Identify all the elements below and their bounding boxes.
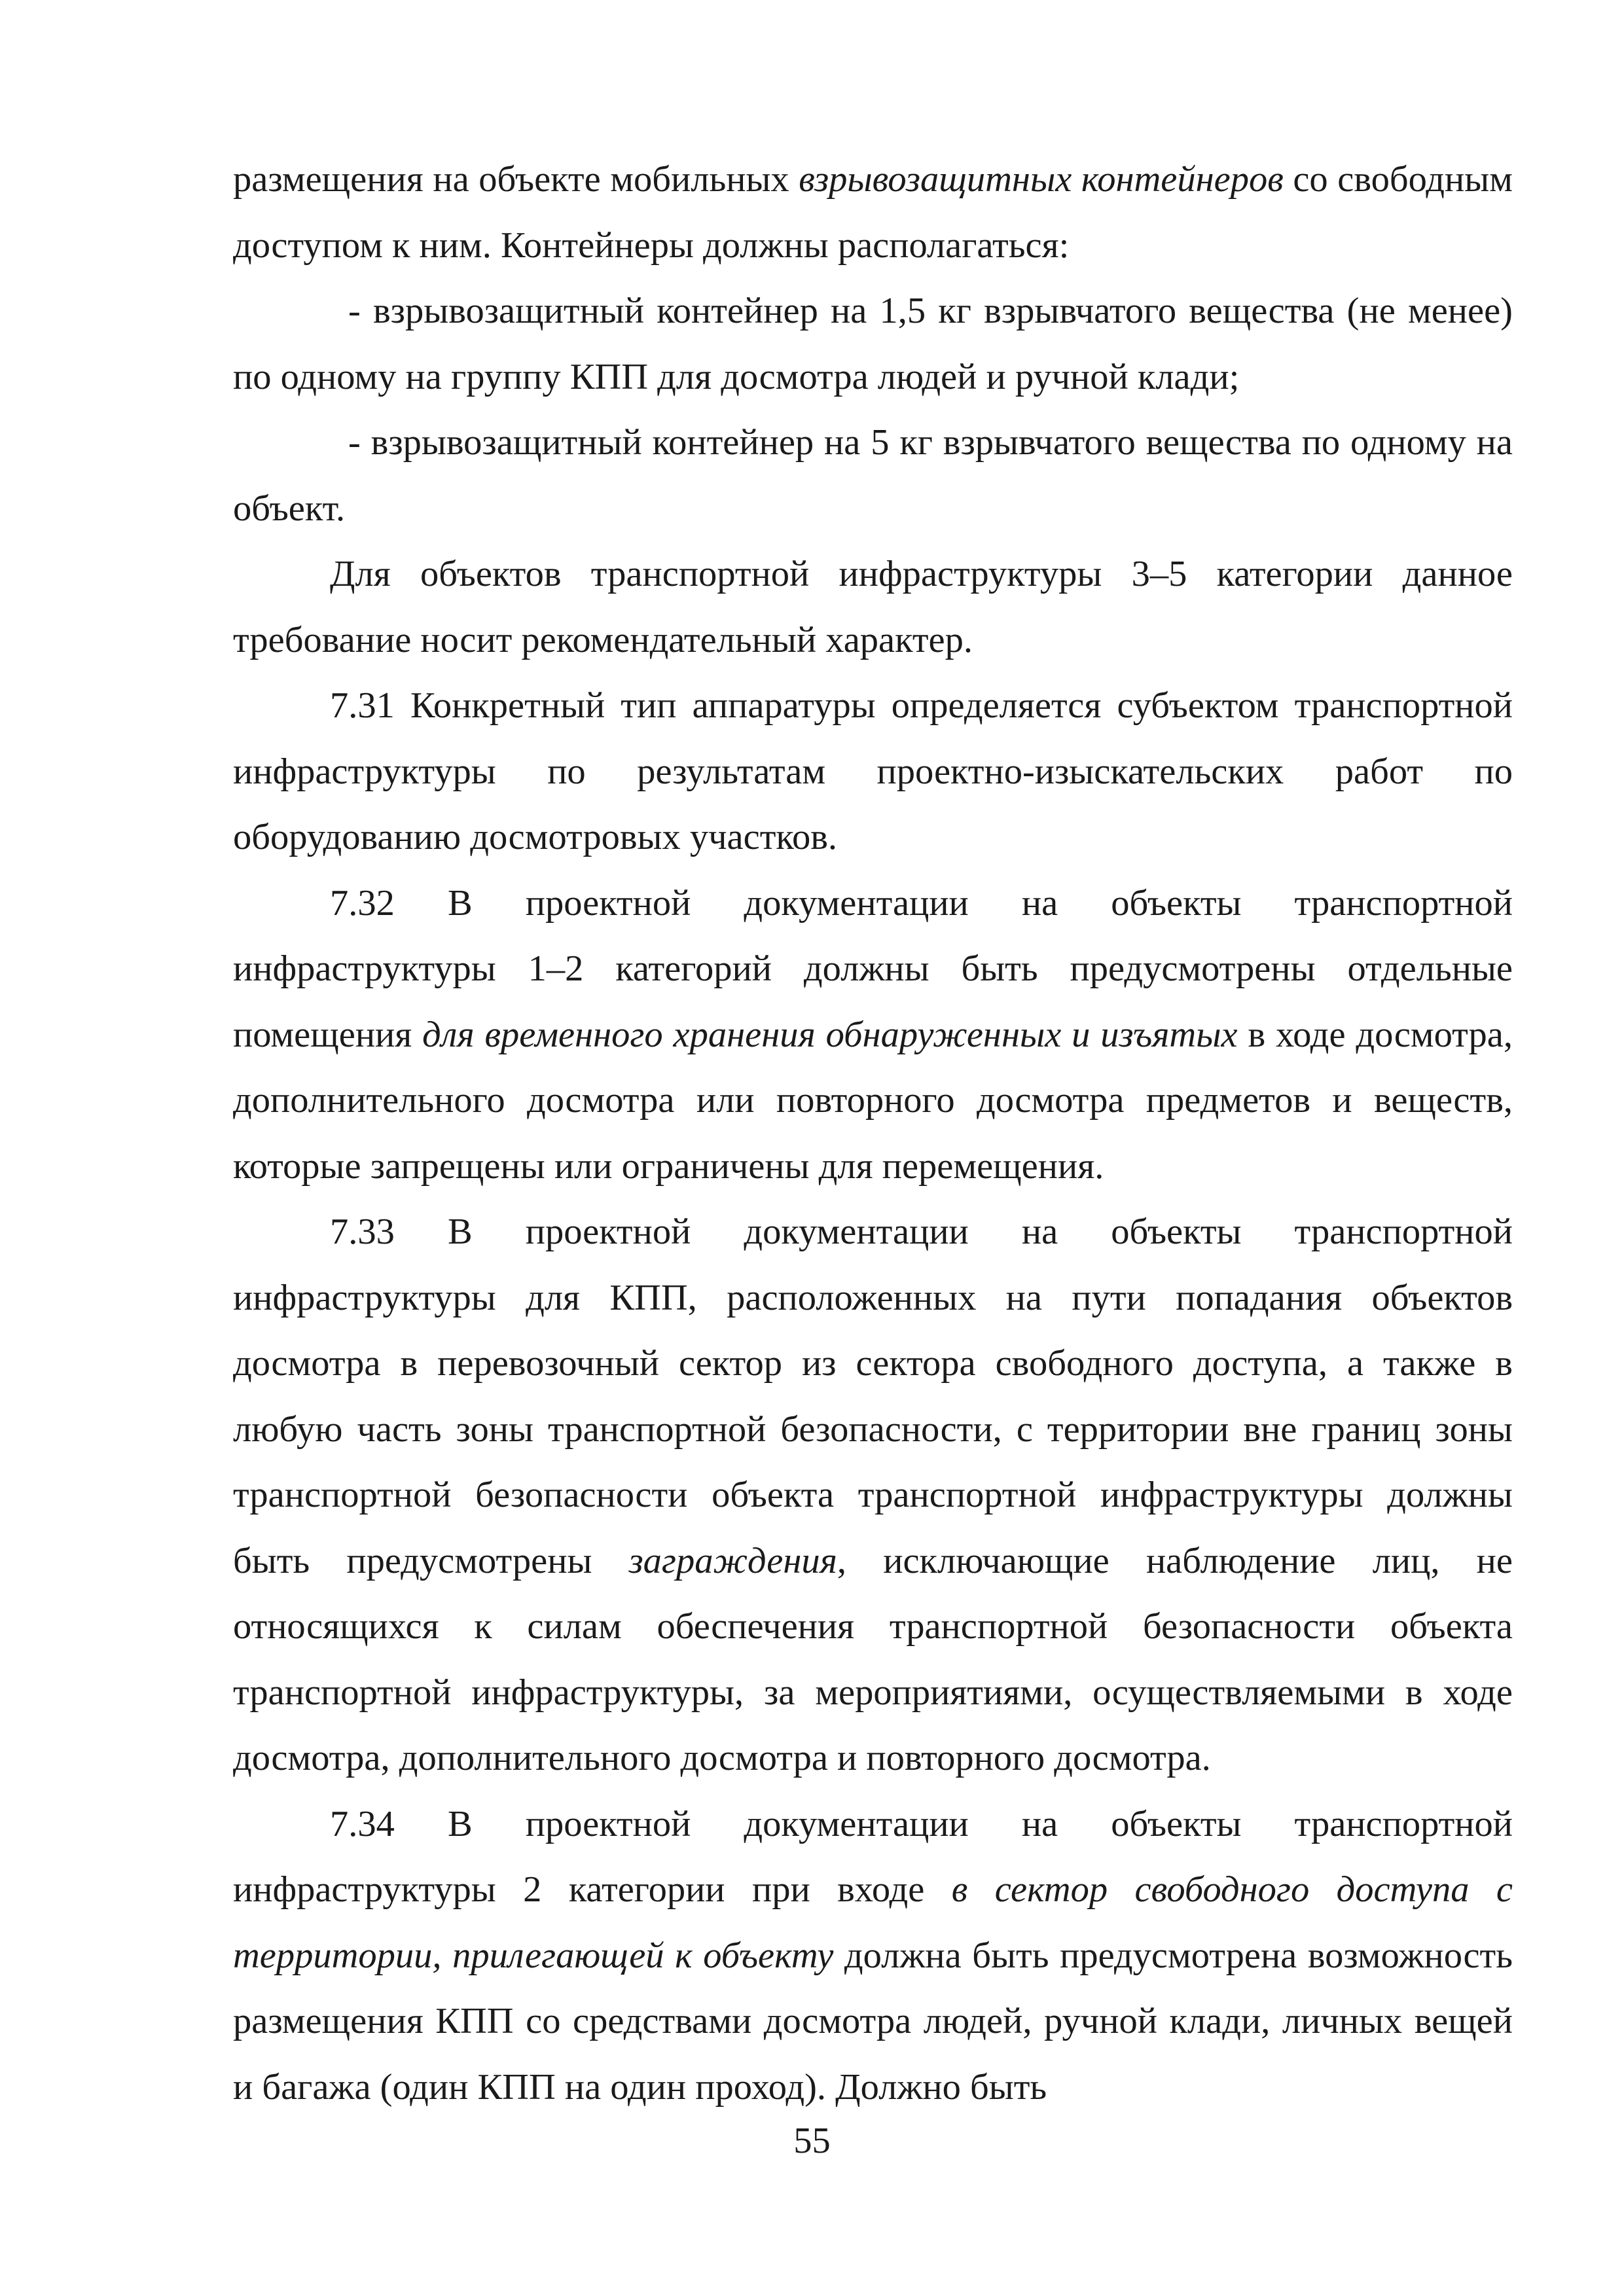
- clause-number: 7.33: [330, 1211, 395, 1252]
- italic-term: заграждения: [628, 1540, 837, 1581]
- paragraph-categories-3-5: Для объектов транспортной инфраструктуры 3–5 категории данное требование носит рекомендательный характер.: [233, 554, 1513, 660]
- page-number: 55: [793, 2121, 831, 2161]
- paragraph-7-31: [233, 673, 1513, 870]
- text-span: со свободным доступом к ним. Контейнеры должны располагаться:: [233, 159, 1513, 266]
- text-span: В проектной документации на объекты транспортной инфраструктуры для КПП, расположенных на пути попадания объектов досмотра в перевозочный сектор из сектора свободного доступа, а также в любую часть зоны транспортной безопасности, с территории вне границ зоны транспортной безопасности объекта транспортной инфраструктуры должны быть предусмотрены: [233, 1211, 1513, 1581]
- text-span: В проектной документации на объекты транспортной инфраструктуры 1–2 категорий должны быть предусмотрены отдельные помещения: [233, 882, 1513, 1055]
- paragraph-7-32: [233, 870, 1513, 1200]
- italic-term: для временного хранения обнаруженных и изъятых: [422, 1014, 1238, 1055]
- paragraph-7-33: [233, 1199, 1513, 1791]
- clause-number: 7.34: [330, 1803, 395, 1844]
- text-span: В проектной документации на объекты транспортной инфраструктуры 2 категории при входе: [233, 1803, 1513, 1910]
- list-item-container-1-5kg: - взрывозащитный контейнер на 1,5 кг взрывчатого вещества (не менее) по одному на группу КПП для досмотра людей и ручной клади;: [233, 291, 1513, 397]
- text-span: Конкретный тип аппаратуры определяется субъектом транспортной инфраструктуры по результатам проектно-изыскательских работ по оборудованию досмотровых участков.: [233, 685, 1513, 857]
- text-span: в ходе досмотра, дополнительного досмотра или повторного досмотра предметов и веществ, которые запрещены или ограничены для перемещения.: [233, 1014, 1513, 1187]
- paragraph-containers-intro: [233, 147, 1513, 278]
- clause-number: 7.31: [330, 685, 395, 726]
- italic-term: взрывозащитных контейнеров: [799, 159, 1284, 200]
- list-item-container-5kg: - взрывозащитный контейнер на 5 кг взрывчатого вещества по одному на объект.: [233, 422, 1513, 529]
- text-span: размещения на объекте мобильных: [233, 159, 799, 200]
- text-span: должна быть предусмотрена возможность размещения КПП со средствами досмотра людей, ручной клади, личных вещей и багажа (один КПП на один проход). Должно быть: [233, 1935, 1513, 2108]
- italic-term: в сектор свободного доступа с территории, прилегающей к объекту: [233, 1869, 1513, 1976]
- clause-number: 7.32: [330, 882, 395, 924]
- body-text: [233, 147, 1513, 2120]
- paragraph-7-34: [233, 1791, 1513, 2121]
- text-span: , исключающие наблюдение лиц, не относящихся к силам обеспечения транспортной безопасности объекта транспортной инфраструктуры, за мероприятиями, осуществляемыми в ходе досмотра, дополнительного досмотра и повторного досмотра.: [233, 1540, 1513, 1778]
